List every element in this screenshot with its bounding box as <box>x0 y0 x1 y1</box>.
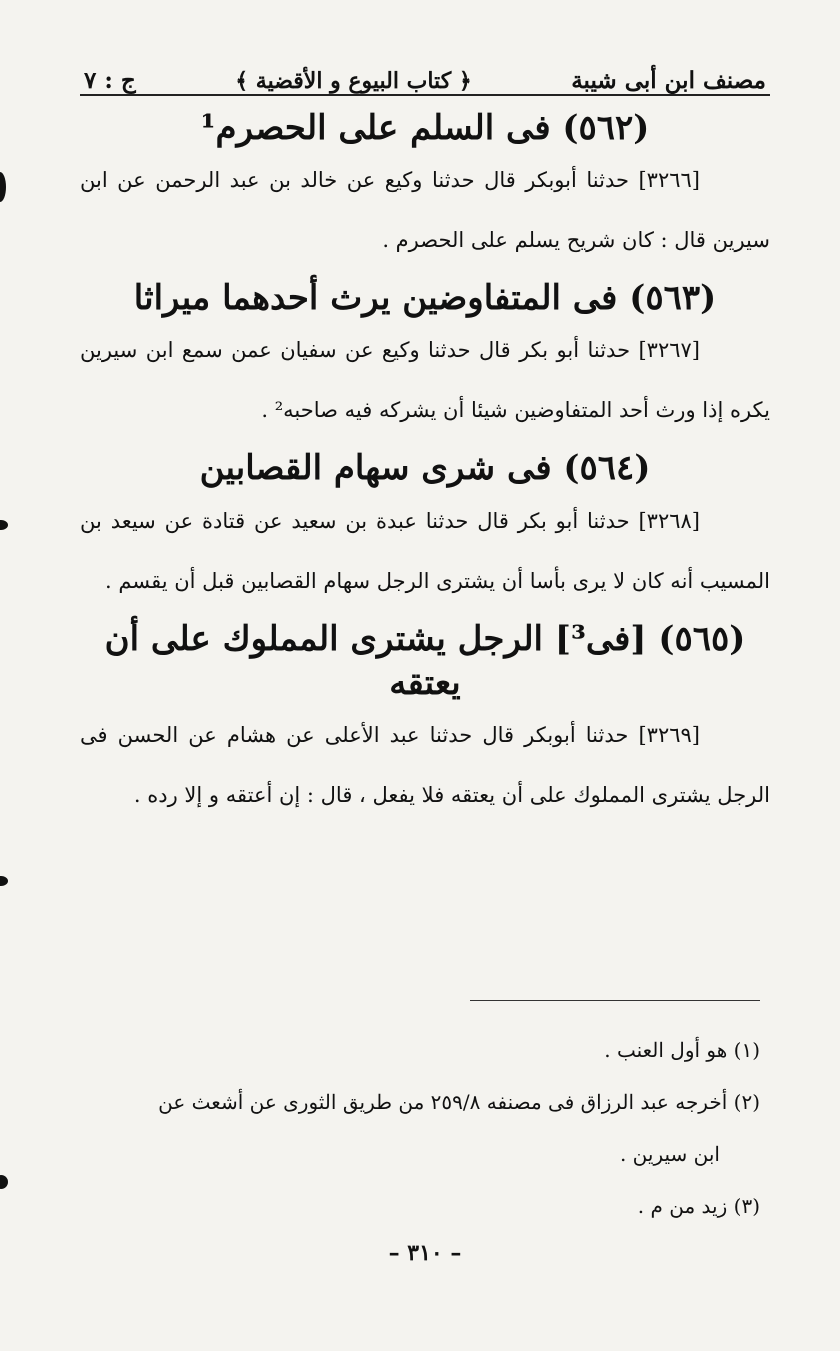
section-heading: (٥٦٤) فى شرى سهام القصابين <box>199 448 651 489</box>
header-book-title: مصنف ابن أبى شيبة <box>571 67 766 94</box>
scan-mark <box>0 1175 8 1189</box>
footnote: (٢) أخرجه عبد الرزاق فى مصنفه ٢٥٩/٨ من طريق الثورى عن أشعث عن <box>158 1090 760 1114</box>
section-heading: (٥٦٥) [فى³] الرجل يشترى المملوك على أن يعتقه <box>104 618 746 703</box>
scan-mark <box>0 876 8 886</box>
hadith-text: [٣٢٦٩] حدثنا أبوبكر قال حدثنا عبد الأعلى عن هشام عن الحسن فى الرجل يشترى المملوك على أن يعتقه فلا يفعل ، قال : إن أعتقه و إلا رده . <box>80 722 770 807</box>
footnotes <box>100 1024 760 1232</box>
header-volume: ج : ٧ <box>84 67 136 94</box>
hadith-text: [٣٢٦٧] حدثنا أبو بكر قال حدثنا وكيع عن سفيان عمن سمع ابن سيرين يكره إذا ورث أحد المتفاوضين شيئا أن يشركه فيه صاحبه² . <box>80 338 770 423</box>
footnotes-divider <box>470 1000 760 1001</box>
scan-mark <box>0 520 8 530</box>
page-header <box>80 52 770 96</box>
section-heading: (٥٦٢) فى السلم على الحصرم¹ <box>200 108 650 148</box>
footnote: (٣) زيد من م . <box>637 1194 760 1218</box>
section-heading: (٥٦٣) فى المتفاوضين يرث أحدهما ميراثا <box>133 278 717 319</box>
footnote-continuation: ابن سيرين . <box>619 1142 720 1166</box>
book-page <box>80 52 770 1322</box>
page-number: – ٣١٠ – <box>388 1240 462 1266</box>
scan-mark <box>0 172 6 202</box>
footnote: (١) هو أول العنب . <box>604 1038 760 1062</box>
header-chapter-title: ﴿ كتاب البيوع و الأقضية ﴾ <box>235 68 472 94</box>
hadith-text: [٣٢٦٦] حدثنا أبوبكر قال حدثنا وكيع عن خالد بن عبد الرحمن عن ابن سيرين قال : كان شريح يسلم على الحصرم . <box>80 168 770 253</box>
hadith-text: [٣٢٦٨] حدثنا أبو بكر قال حدثنا عبدة بن سعيد عن قتادة عن سيعد بن المسيب أنه كان لا يرى بأسا أن يشترى الرجل سهام القصابين قبل أن يقسم . <box>80 508 770 593</box>
